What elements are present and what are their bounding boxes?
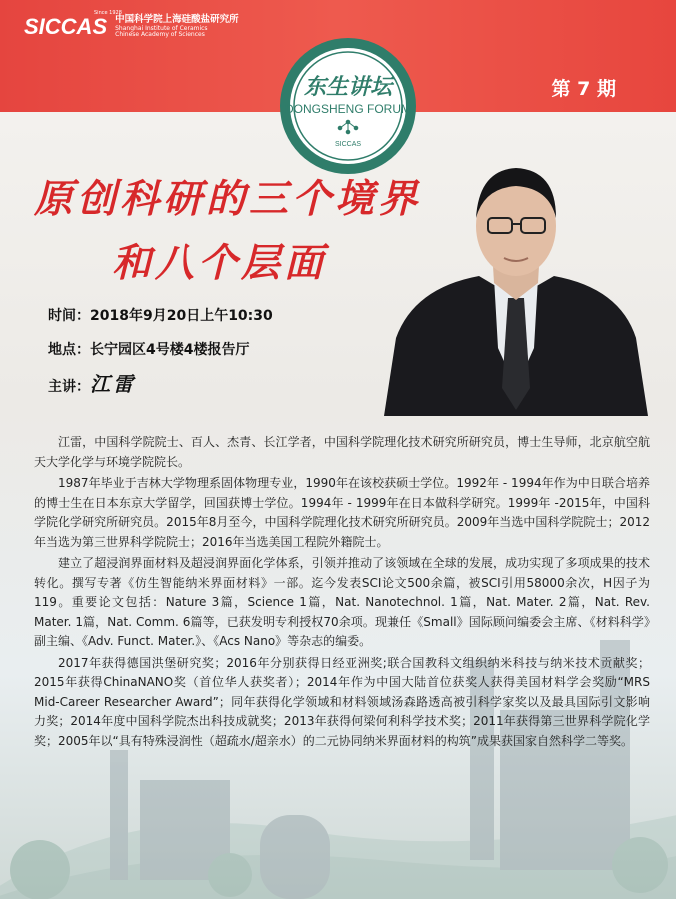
time-label: 时间： — [48, 308, 90, 324]
info-place — [48, 339, 249, 359]
info-speaker — [48, 368, 136, 397]
logo-institute-name — [115, 15, 239, 40]
badge-title-cn: 东生讲坛 — [303, 74, 393, 100]
time-value: 2018年9月20日上午10:30 — [90, 308, 273, 324]
institute-name-cn: 中国科学院上海硅酸盐研究所 — [115, 13, 239, 25]
speaker-photo — [384, 148, 648, 416]
bio-paragraph: 2017年获得德国洪堡研究奖；2016年分别获得日经亚洲奖;联合国教科文组织纳米科技与纳米技术贡献奖；2015年获得ChinaNANO奖（首位华人获奖者）；2014年作为中国大陆首位获奖人获得美国材料学会奖励“MRS Mid-Career Researcher Award”；同年获得化学领域和材料领域汤森路透高被引科学家奖以及最具国际引文影响力奖；2014年度中国科学院杰出科技成就奖；2013年获得何梁何利科学技术奖；2011年获得第三世界科学院化学奖；2005年以“具有特殊浸润性（超疏水/超亲水）的二元协同纳米界面材料的构筑”成果获国家自然科学二等奖。 — [34, 655, 650, 748]
badge-sub: SICCAS — [334, 141, 362, 148]
logo-wordmark: SICCAS — [24, 14, 108, 39]
lecture-title-line2: 和八个层面 — [112, 240, 328, 286]
institute-name-en-1: Shanghai Institute of Ceramics — [115, 24, 208, 32]
bio-paragraph: 建立了超浸润界面材料及超浸润界面化学体系，引领并推动了该领域在全球的发展，成功实现了多项成果的技术转化。撰写专著《仿生智能纳米界面材料》一部。迄今发表SCI论文500余篇，被SCI引用58000余次，H因子为119。重要论文包括：Nature 3篇，Science 1篇，Nat. Nanotechnol. 1篇，Nat. Mater. 2篇，Nat. Rev. Mater. 1篇，Nat. Comm. 6篇等，已获发明专利授权70余项。现兼任《Small》国际顾问编委会主席、《材料科学》副主编、《Adv. Funct. Mater.》、《Acs Nano》等杂志的编委。 — [34, 556, 650, 648]
speaker-name: 江雷 — [90, 372, 136, 396]
logo-since: Since 1928 — [94, 10, 122, 16]
place-value: 长宁园区4号楼4楼报告厅 — [90, 342, 250, 358]
bio-paragraph: 1987年毕业于吉林大学物理系固体物理专业，1990年在该校获硕士学位。1992年 - 1994年作为中日联合培养的博士生在日本东京大学留学，回国获博士学位。1994年 - 1999年在日本做科学研究。1999年 -2015年，中国科学院化学研究所研究员。2015年8月至今，中国科学院理化技术研究所研究员。2009年当选中国科学院院士；2012年当选为第三世界科学院院士；2016年当选美国工程院外籍院士。 — [34, 476, 650, 549]
speaker-label: 主讲： — [48, 379, 90, 395]
issue-number: 第 7 期 — [551, 78, 616, 100]
siccas-logo — [24, 10, 239, 40]
badge-title-en: DONGSHENG FORUM — [285, 102, 411, 116]
bio-paragraph: 江雷，中国科学院院士、百人、杰青、长江学者，中国科学院理化技术研究所研究员，博士生导师，北京航空航天大学化学与环境学院院长。 — [34, 435, 650, 469]
info-time — [48, 305, 273, 325]
speaker-biography — [34, 433, 650, 753]
institute-name-en-2: Chinese Academy of Sciences — [115, 31, 205, 39]
place-label: 地点： — [48, 342, 90, 358]
lecture-title-line1: 原创科研的三个境界 — [34, 176, 422, 222]
